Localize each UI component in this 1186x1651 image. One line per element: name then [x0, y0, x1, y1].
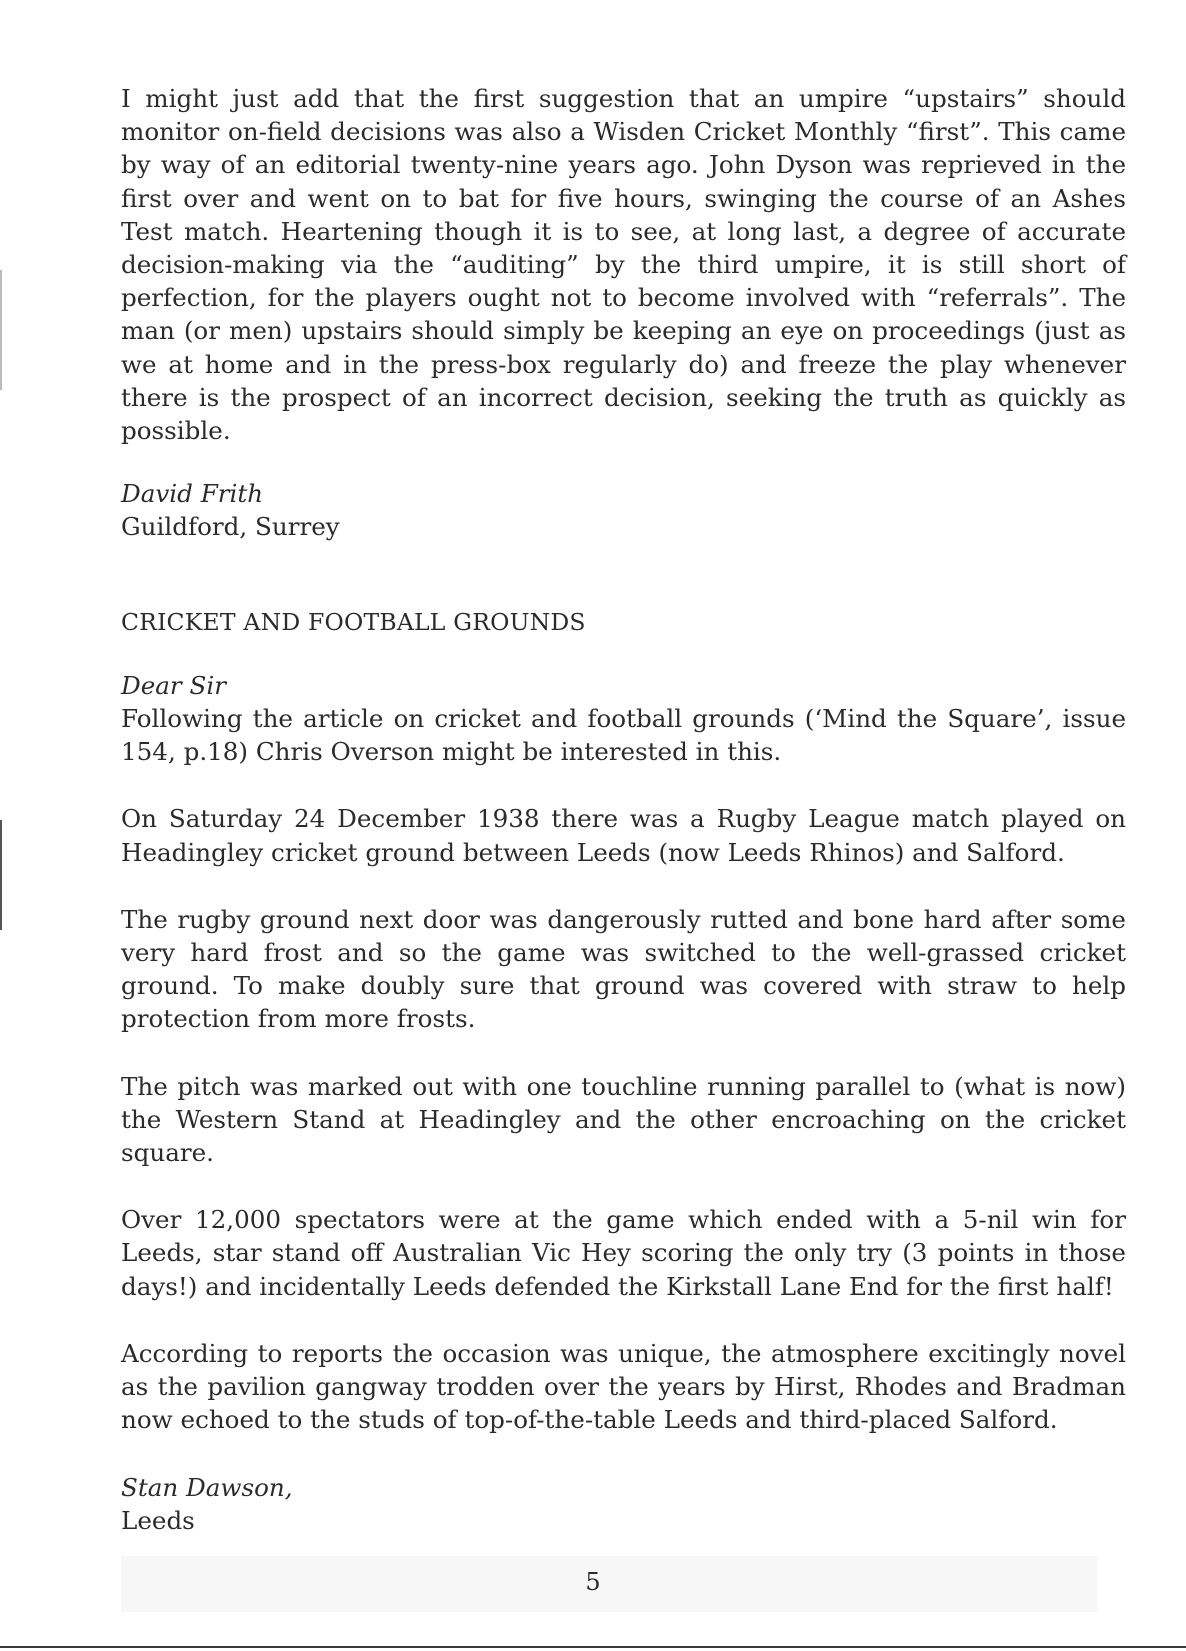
- letter1-signature-place: Guildford, Surrey: [121, 512, 340, 542]
- letter2-paragraph: Following the article on cricket and football grounds (‘Mind the Square’, issue 154, p.18) Chris Overson might be interested in this.: [121, 704, 1126, 767]
- scan-edge-mark: [0, 820, 2, 930]
- letter2-salutation: Dear Sir: [121, 670, 226, 700]
- letter1-signature-name: David Frith: [121, 479, 264, 509]
- bottom-rule: [0, 1646, 1186, 1648]
- letter1-paragraph: I might just add that the first suggestion that an umpire “upstairs” should monitor on-field decisions was also a Wisden Cricket Monthly “first”. This came by way of an editorial twenty-nine years ago. John Dyson was reprieved in the first over and went on to bat for five hours, swinging the course of an Ashes Test match. Heartening though it is to see, at long last, a degree of accurate decision-making via the “auditing” by the third umpire, it is still short of perfection, for the players ought not to become involved with “referrals”. The man (or men) upstairs should simply be keeping an eye on proceedings (just as we at home and in the press-box regularly do) and freeze the play whenever there is the prospect of an incorrect decision, seeking the truth as quickly as possible.: [121, 84, 1126, 446]
- letter2-paragraph: According to reports the occasion was unique, the atmosphere excitingly novel as the pavilion gangway trodden over the years by Hirst, Rhodes and Bradman now echoed to the studs of top-of-the-table Leeds and third-placed Salford.: [121, 1338, 1126, 1435]
- document-page: [121, 82, 1126, 1537]
- scan-edge-mark: [0, 270, 2, 390]
- letter2-paragraph: Over 12,000 spectators were at the game which ended with a 5-nil win for Leeds, star stand off Australian Vic Hey scoring the only try (3 points in those days!) and incidentally Leeds defended the Kirkstall Lane End for the first half!: [121, 1205, 1126, 1301]
- letter2-signature-name: Stan Dawson,: [121, 1472, 293, 1502]
- letter2-paragraph: The pitch was marked out with one touchline running parallel to (what is now) the Western Stand at Headingley and the other encroaching on the cricket square.: [121, 1071, 1126, 1168]
- letter2-heading: CRICKET AND FOOTBALL GROUNDS: [121, 607, 586, 636]
- letter2-paragraph: The rugby ground next door was dangerously rutted and bone hard after some very hard frost and so the game was switched to the well-grassed cricket ground. To make doubly sure that ground was covered with straw to help protection from more frosts.: [121, 904, 1126, 1034]
- page-number: 5: [585, 1568, 601, 1596]
- letter2-paragraph: On Saturday 24 December 1938 there was a Rugby League match played on Headingley cricket ground between Leeds (now Leeds Rhinos) and Salford.: [121, 804, 1126, 867]
- letter2-signature-place: Leeds: [121, 1505, 195, 1535]
